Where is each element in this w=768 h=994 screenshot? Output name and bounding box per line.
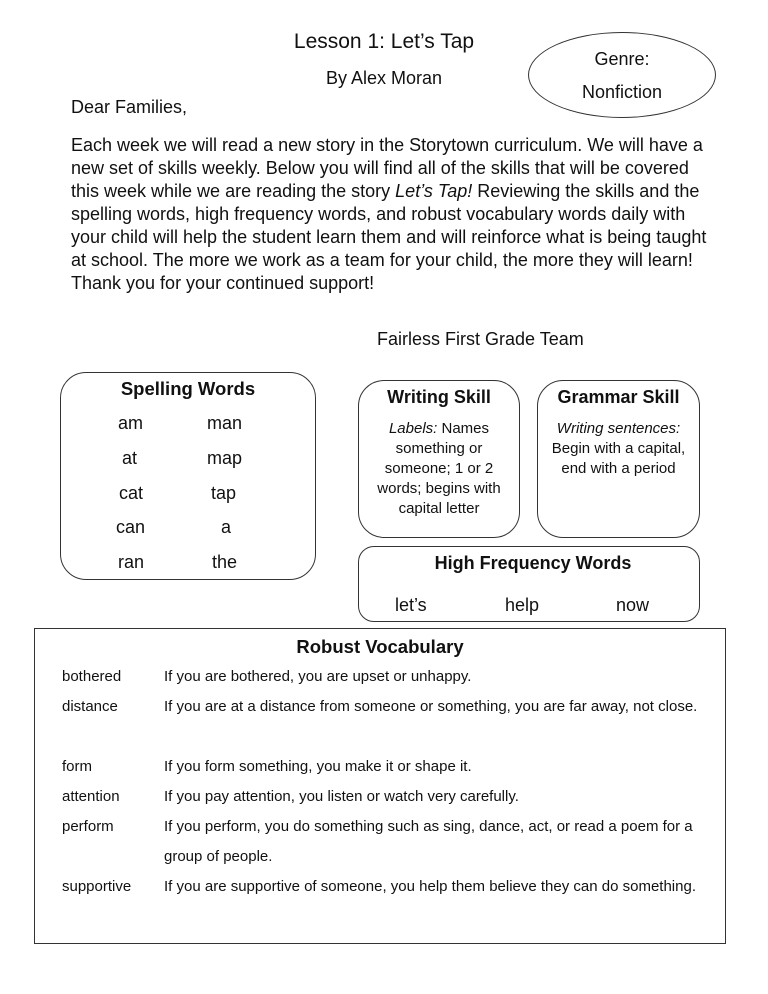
grammar-skill-description: Begin with a capital, end with a period (551, 440, 686, 477)
genre-oval (528, 32, 716, 118)
writing-skill-term: Labels: (388, 420, 438, 437)
grammar-skill-title: Grammar Skill (557, 387, 680, 407)
high-frequency-words-title: High Frequency Words (434, 553, 632, 573)
spelling-word: tap (211, 483, 237, 503)
spelling-word: the (212, 552, 238, 572)
grammar-skill-text (543, 419, 694, 479)
high-frequency-word: help (505, 595, 540, 615)
letter-body (71, 134, 711, 295)
letter-body-part-2: Reviewing the skills and the spelling words, high frequency words, and robust vocabulary words daily with your child will help the student learn them and will reinforce what is being taught at school. The more we work as a team for your child, the more they will learn! Thank you for your continued support! (71, 181, 707, 293)
writing-skill-description: Names something or someone; 1 or 2 words; begins with capital letter (377, 420, 501, 517)
vocab-word: distance (62, 698, 118, 715)
genre-value: Nonfiction (581, 82, 663, 102)
spelling-word: at (122, 448, 138, 468)
spelling-word: cat (119, 483, 144, 503)
vocab-definition: If you form something, you make it or shape it. (164, 758, 472, 775)
vocab-word: perform (62, 818, 114, 835)
lesson-title: Lesson 1: Let’s Tap (293, 30, 475, 53)
vocab-definition: If you are at a distance from someone or something, you are far away, not close. (164, 698, 698, 715)
spelling-word: map (207, 448, 243, 468)
letter-greeting: Dear Families, (71, 97, 188, 117)
spelling-word: man (207, 413, 243, 433)
spelling-words-box (60, 372, 316, 580)
high-frequency-word: now (616, 595, 650, 615)
vocab-word: bothered (62, 668, 122, 685)
vocab-definition: If you are supportive of someone, you help them believe they can do something. (164, 878, 696, 895)
story-title: Let’s Tap! (395, 181, 473, 201)
grammar-skill-term: Writing sentences: (556, 420, 681, 437)
genre-label: Genre: (594, 49, 650, 69)
vocab-word: form (62, 758, 92, 775)
vocab-word: supportive (62, 878, 132, 895)
writing-skill-text (364, 419, 514, 519)
author-byline: By Alex Moran (325, 68, 443, 88)
spelling-word: ran (118, 552, 145, 572)
spelling-word: a (221, 517, 232, 537)
spelling-words-title: Spelling Words (120, 378, 256, 399)
high-frequency-word: let’s (395, 595, 427, 615)
vocab-definition: If you pay attention, you listen or watch very carefully. (164, 788, 519, 805)
letter-body-part-1: Each week we will read a new story in the Storytown curriculum. We will have a new set of skills weekly. Below you will find all of the skills that will be covered this week while we are reading the story (71, 135, 703, 201)
vocab-definition: If you perform, you do something such as sing, dance, act, or read a poem for a group of people. (164, 818, 693, 865)
vocab-word: attention (62, 788, 120, 805)
spelling-word: am (118, 413, 144, 433)
letter-signoff: Fairless First Grade Team (377, 329, 584, 349)
robust-vocabulary-title: Robust Vocabulary (296, 636, 464, 657)
vocab-definition: If you are bothered, you are upset or unhappy. (164, 668, 472, 685)
writing-skill-title: Writing Skill (387, 387, 491, 407)
spelling-word: can (116, 517, 146, 537)
